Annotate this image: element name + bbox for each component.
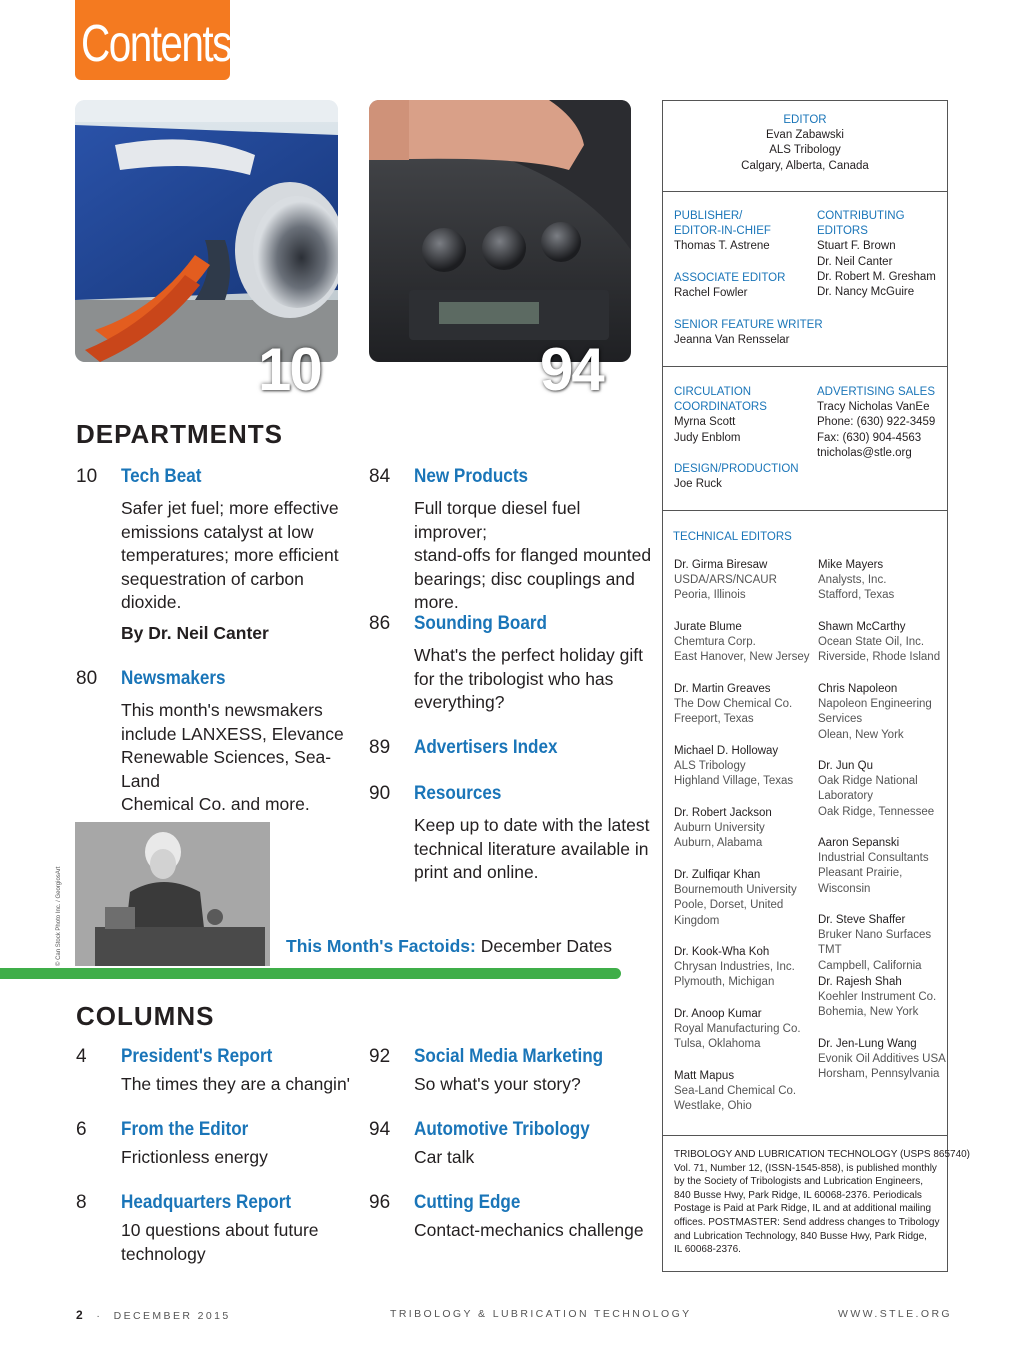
columns-heading: COLUMNS	[76, 1001, 215, 1031]
factoids-text: December Dates	[480, 936, 613, 956]
editor-block	[663, 113, 947, 174]
publisher-label: PUBLISHER/	[674, 210, 743, 222]
description-line: more.	[414, 592, 459, 612]
advertising-line: Tracy Nicholas VanEe	[817, 401, 930, 414]
department-page-number: 86	[369, 613, 391, 634]
contents-tab	[75, 0, 230, 80]
circulation-label: COORDINATORS	[674, 401, 767, 414]
department-page-number: 89	[369, 737, 391, 758]
column-subtitle: Car talk	[414, 1147, 475, 1167]
tech-editor-location: Olean, New York	[818, 728, 904, 741]
tech-editor-location: Pleasant Prairie,	[818, 867, 903, 880]
departments-heading: DEPARTMENTS	[76, 419, 283, 449]
tech-editor-name: Dr. Zulfiqar Khan	[674, 869, 761, 881]
page-footer	[76, 1308, 952, 1322]
tech-editor-entry	[674, 868, 814, 945]
factoids-label[interactable]: This Month's Factoids:	[286, 936, 476, 956]
masthead-box	[662, 100, 971, 1272]
tech-editor-org: ALS Tribology	[674, 760, 746, 773]
page-number: 2	[76, 1308, 86, 1322]
tech-editor-entry	[818, 913, 946, 975]
design-name: Joe Ruck	[674, 478, 722, 491]
associate-name: Rachel Fowler	[674, 287, 748, 300]
tech-editor-entry	[818, 975, 946, 1037]
design-block	[674, 462, 799, 492]
description-line: everything?	[414, 692, 505, 712]
statement-line: Postage is Paid at Park Ridge, IL and at additional mailing	[674, 1203, 932, 1215]
statement-line: offices. POSTMASTER: Send address changes to Tribology	[674, 1216, 940, 1228]
tech-editor-location: Stafford, Texas	[818, 589, 895, 602]
department-title-sounding-board[interactable]: Sounding Board	[414, 613, 547, 634]
contributing-block	[817, 209, 936, 300]
factoids-line	[286, 936, 612, 957]
tech-editor-org: Ocean State Oil, Inc.	[818, 636, 925, 649]
contributing-label: EDITORS	[817, 225, 868, 238]
senior-writer-label: SENIOR FEATURE WRITER	[674, 319, 823, 331]
tech-editor-org: The Dow Chemical Co.	[674, 698, 793, 711]
photo-credit: © Can Stock Photo Inc. / GeorgiosArt	[56, 866, 62, 966]
description-line: Chemical Co. and more.	[121, 794, 310, 814]
department-title-advertisers-index[interactable]: Advertisers Index	[414, 737, 558, 758]
publication-statement	[674, 1148, 971, 1257]
department-page-number: 90	[369, 783, 391, 804]
statement-line: Vol. 71, Number 12, (ISSN-1545-858), is published monthly	[674, 1162, 937, 1174]
contributing-name: Dr. Nancy McGuire	[817, 286, 915, 299]
tech-editor-name: Matt Mapus	[674, 1070, 735, 1082]
tech-editor-location: Poole, Dorset, United	[674, 899, 784, 912]
tech-editor-entry	[674, 558, 814, 620]
department-title-new-products[interactable]: New Products	[414, 466, 529, 487]
associate-label: ASSOCIATE EDITOR	[674, 272, 786, 284]
editor-line: ALS Tribology	[769, 144, 841, 157]
tech-editor-location: Bohemia, New York	[818, 1006, 919, 1019]
circulation-name: Judy Enblom	[674, 431, 741, 444]
department-description	[414, 814, 654, 885]
tech-editor-entry	[674, 682, 814, 744]
statement-line: by the Society of Tribologists and Lubrication Engineers,	[674, 1176, 924, 1188]
advertising-line: Phone: (630) 922-3459	[817, 416, 936, 429]
tech-editor-name: Dr. Robert Jackson	[674, 807, 772, 819]
subtitle-line: technology	[121, 1243, 206, 1264]
contributing-label: CONTRIBUTING	[817, 210, 905, 222]
tech-editor-org: USDA/ARS/NCAUR	[674, 574, 777, 587]
factoid-engraving-image	[75, 822, 270, 966]
column-title-cutting-edge[interactable]: Cutting Edge	[414, 1192, 521, 1213]
description-line: print and online.	[414, 862, 539, 882]
description-line: What's the perfect holiday gift	[414, 645, 644, 665]
tech-editor-org: Chemtura Corp.	[674, 636, 756, 649]
department-title-resources[interactable]: Resources	[414, 783, 502, 804]
technical-editors-right	[818, 558, 946, 1099]
tech-editor-entry	[818, 1037, 946, 1099]
green-divider	[0, 968, 621, 979]
footer-date: DECEMBER 2015	[113, 1310, 231, 1322]
tech-editor-location: Westlake, Ohio	[674, 1100, 752, 1113]
photo-number-left: 10	[258, 336, 321, 403]
tech-editor-location: Auburn, Alabama	[674, 837, 763, 850]
column-page-number: 96	[369, 1192, 391, 1213]
department-page-number: 80	[76, 668, 98, 689]
description-line: Full torque diesel fuel improver;	[414, 498, 581, 542]
tech-editor-name: Aaron Sepanski	[818, 837, 900, 849]
tech-editor-entry	[674, 945, 814, 1007]
tech-editor-name: Dr. Anoop Kumar	[674, 1008, 762, 1020]
department-page-number: 10	[76, 466, 98, 487]
advertising-line: Fax: (630) 904-4563	[817, 431, 922, 444]
contributing-name: Dr. Robert M. Gresham	[817, 270, 936, 283]
tech-editor-name: Dr. Steve Shaffer	[818, 914, 906, 926]
department-page-number: 84	[369, 466, 391, 487]
column-page-number: 4	[76, 1046, 87, 1067]
tech-editor-name: Michael D. Holloway	[674, 745, 779, 757]
column-title-social-media-marketing[interactable]: Social Media Marketing	[414, 1046, 604, 1067]
tech-editor-location: Kingdom	[674, 914, 720, 927]
tech-editor-name: Dr. Jen-Lung Wang	[818, 1038, 917, 1050]
tech-editor-name: Dr. Girma Biresaw	[674, 559, 768, 571]
department-description	[121, 497, 356, 615]
tech-editor-entry	[674, 744, 814, 806]
statement-line: TRIBOLOGY AND LUBRICATION TECHNOLOGY (USPS 865740)	[674, 1149, 971, 1160]
car-dashboard-photo	[369, 100, 631, 362]
tech-editor-location: Freeport, Texas	[674, 713, 754, 726]
circulation-name: Myrna Scott	[674, 416, 736, 429]
advertising-block	[817, 385, 935, 461]
department-title-newsmakers[interactable]: Newsmakers	[121, 668, 226, 689]
column-subtitle: Contact-mechanics challenge	[414, 1220, 644, 1240]
tech-editor-org: Industrial Consultants	[818, 852, 929, 865]
description-line: bearings; disc couplings and	[414, 568, 635, 589]
jet-engine-photo	[75, 100, 338, 362]
tech-editor-entry	[818, 836, 946, 913]
tech-editor-name: Dr. Martin Greaves	[674, 683, 771, 695]
description-line: Safer jet fuel; more effective	[121, 498, 339, 518]
column-page-number: 8	[76, 1192, 87, 1213]
subtitle-line: 10 questions about future	[121, 1220, 319, 1240]
description-line: technical literature available in	[414, 838, 649, 859]
tech-editor-org: Auburn University	[674, 822, 765, 835]
tech-editor-org: Oak Ridge National	[818, 775, 918, 788]
tech-editor-location: Wisconsin	[818, 882, 871, 895]
tech-editor-org: Napoleon Engineering	[818, 698, 932, 711]
tech-editor-entry	[818, 620, 946, 682]
column-title-automotive-tribology[interactable]: Automotive Tribology	[414, 1119, 590, 1140]
tech-editor-name: Mike Mayers	[818, 559, 884, 571]
tech-editor-org: Bruker Nano Surfaces TMT	[818, 929, 932, 957]
tech-editor-name: Chris Napoleon	[818, 683, 898, 695]
masthead-divider	[663, 510, 947, 511]
tech-editor-org: Sea-Land Chemical Co.	[674, 1085, 797, 1098]
column-subtitle: The times they are a changin'	[121, 1074, 351, 1094]
tech-editor-entry	[674, 620, 814, 682]
tech-editor-location: East Hanover, New Jersey	[674, 651, 810, 664]
column-page-number: 92	[369, 1046, 391, 1067]
column-page-number: 94	[369, 1119, 391, 1140]
editor-line: Evan Zabawski	[766, 129, 844, 142]
description-line: This month's newsmakers	[121, 700, 323, 720]
tech-editor-name: Dr. Kook-Wha Koh	[674, 946, 770, 958]
masthead-divider	[663, 191, 947, 192]
statement-line: IL 60068-2376.	[674, 1244, 741, 1256]
tech-editor-entry	[674, 1069, 814, 1131]
masthead-divider	[663, 366, 947, 367]
senior-writer-block	[674, 318, 823, 348]
circulation-label: CIRCULATION	[674, 386, 752, 398]
tech-editor-location: Highland Village, Texas	[674, 775, 794, 788]
editor-line: Calgary, Alberta, Canada	[741, 159, 869, 172]
tech-editor-org: Chrysan Industries, Inc.	[674, 961, 795, 974]
publisher-label: EDITOR-IN-CHIEF	[674, 225, 771, 238]
department-description	[121, 699, 361, 817]
tech-editor-org: Services	[818, 713, 863, 726]
publisher-name: Thomas T. Astrene	[674, 240, 770, 253]
statement-line: and Lubrication Technology, 840 Busse Hwy, Park Ridge,	[674, 1230, 927, 1242]
design-label: DESIGN/PRODUCTION	[674, 463, 799, 475]
tech-editor-location: Campbell, California	[818, 959, 922, 972]
description-line: dioxide.	[121, 592, 182, 612]
tech-editor-location: Riverside, Rhode Island	[818, 651, 941, 664]
tech-editor-name: Dr. Rajesh Shah	[818, 976, 902, 988]
column-title-headquarters-report[interactable]: Headquarters Report	[121, 1192, 292, 1213]
contributing-name: Stuart F. Brown	[817, 240, 896, 253]
advertising-label: ADVERTISING SALES	[817, 386, 936, 398]
column-subtitle: So what's your story?	[414, 1074, 581, 1094]
description-line: Renewable Sciences, Sea-Land	[121, 747, 332, 791]
column-subtitle	[121, 1219, 319, 1266]
tech-editor-location: Oak Ridge, Tennessee	[818, 805, 935, 818]
advertising-email[interactable]: tnicholas@stle.org	[817, 446, 912, 459]
tech-editor-entry	[674, 806, 814, 868]
tech-editor-entry	[674, 1007, 814, 1069]
byline: By Dr. Neil Canter	[121, 623, 269, 643]
tech-editor-org: Bournemouth University	[674, 884, 797, 897]
description-line: include LANXESS, Elevance	[121, 723, 344, 744]
tech-editor-org: Royal Manufacturing Co.	[674, 1023, 801, 1036]
tech-editor-location: Horsham, Pennsylvania	[818, 1068, 940, 1081]
footer-url[interactable]: WWW.STLE.ORG	[838, 1308, 952, 1320]
tech-editor-entry	[818, 682, 946, 759]
masthead-divider	[663, 1135, 947, 1136]
associate-block	[674, 271, 785, 301]
senior-writer-name: Jeanna Van Rensselar	[674, 334, 790, 347]
description-line: Keep up to date with the latest	[414, 815, 650, 835]
page-title: Contents	[81, 15, 231, 73]
editor-label: EDITOR	[783, 114, 827, 126]
department-title-tech-beat[interactable]: Tech Beat	[121, 466, 202, 487]
description-line: stand-offs for flanged mounted	[414, 545, 652, 565]
department-description	[414, 644, 654, 715]
tech-editor-org: Analysts, Inc.	[818, 574, 887, 587]
contributing-name: Dr. Neil Canter	[817, 255, 893, 268]
tech-editor-location: Tulsa, Oklahoma	[674, 1038, 761, 1051]
statement-line: 840 Busse Hwy, Park Ridge, IL 60068-2376. Periodicals	[674, 1189, 922, 1201]
tech-editor-name: Shawn McCarthy	[818, 621, 906, 633]
technical-editors-left	[674, 558, 814, 1131]
description-line: sequestration of carbon	[121, 568, 304, 589]
description-line: for the tribologist who has	[414, 668, 614, 689]
tech-editor-location: Plymouth, Michigan	[674, 976, 775, 989]
description-line: temperatures; more efficient	[121, 545, 339, 565]
tech-editor-org: Koehler Instrument Co.	[818, 991, 937, 1004]
column-title-from-the-editor[interactable]: From the Editor	[121, 1119, 249, 1140]
tech-editor-org: Laboratory	[818, 790, 873, 803]
footer-separator: ·	[96, 1310, 103, 1322]
column-title-presidents-report[interactable]: President's Report	[121, 1046, 273, 1067]
description-line: emissions catalyst at low	[121, 521, 314, 542]
tech-editor-org: Evonik Oil Additives USA	[818, 1053, 946, 1066]
publisher-block	[674, 209, 771, 255]
circulation-block	[674, 385, 767, 446]
tech-editor-entry	[818, 558, 946, 620]
footer-publication: TRIBOLOGY & LUBRICATION TECHNOLOGY	[390, 1308, 692, 1320]
photo-number-right: 94	[540, 336, 603, 403]
department-description	[414, 497, 654, 615]
tech-editor-name: Dr. Jun Qu	[818, 760, 873, 772]
column-subtitle: Frictionless energy	[121, 1147, 268, 1167]
tech-editor-location: Peoria, Illinois	[674, 589, 746, 602]
tech-editor-entry	[818, 759, 946, 836]
tech-editor-name: Jurate Blume	[674, 621, 742, 633]
column-page-number: 6	[76, 1119, 87, 1140]
technical-editors-label: TECHNICAL EDITORS	[673, 531, 792, 543]
